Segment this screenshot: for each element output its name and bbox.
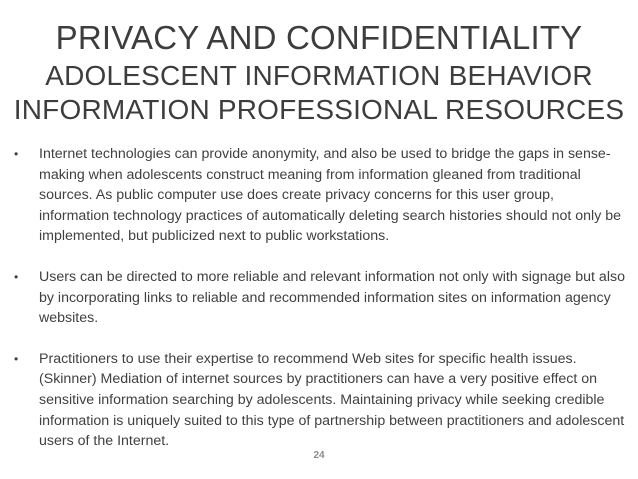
page-number: 24 — [313, 450, 325, 461]
bullet-list — [14, 144, 626, 472]
bullet-marker: • — [14, 269, 19, 284]
bullet-text-1: Internet technologies can provide anonymity, and also be used to bridge the gaps in sense-making when adolescents construct meaning from information gleaned from traditional sources. As public computer use does create privacy concerns for this user group, information technology practices of automatically deleting search histories should not only be implemented, but publicized next to public workstations. — [39, 146, 622, 245]
title-line-3: INFORMATION PROFESSIONAL RESOURCES — [13, 94, 625, 125]
title-line-1: PRIVACY AND CONFIDENTIALITY — [55, 19, 583, 56]
bullet-item-3 — [14, 349, 626, 452]
bullet-item-1 — [14, 144, 626, 247]
bullet-marker: • — [14, 147, 19, 161]
slide-title — [0, 18, 638, 127]
title-line-2: ADOLESCENT INFORMATION BEHAVIOR — [45, 60, 593, 91]
bullet-text-2: Users can be directed to more reliable and relevant information not only with signage but also by incorporating links to reliable and recommended information sites on information agency websites. — [39, 268, 625, 327]
bullet-item-2 — [14, 267, 626, 329]
bullet-text-3: Practitioners to use their expertise to recommend Web sites for specific health issues. (Skinner) Mediation of internet sources by practitioners can have a very positive effect on sensitive information searching by adolescents. Maintaining privacy while seeking credible information is uniquely suited to this type of partnership between practitioners and adolescent users of the Internet. — [39, 350, 625, 450]
bullet-marker: • — [14, 351, 19, 366]
